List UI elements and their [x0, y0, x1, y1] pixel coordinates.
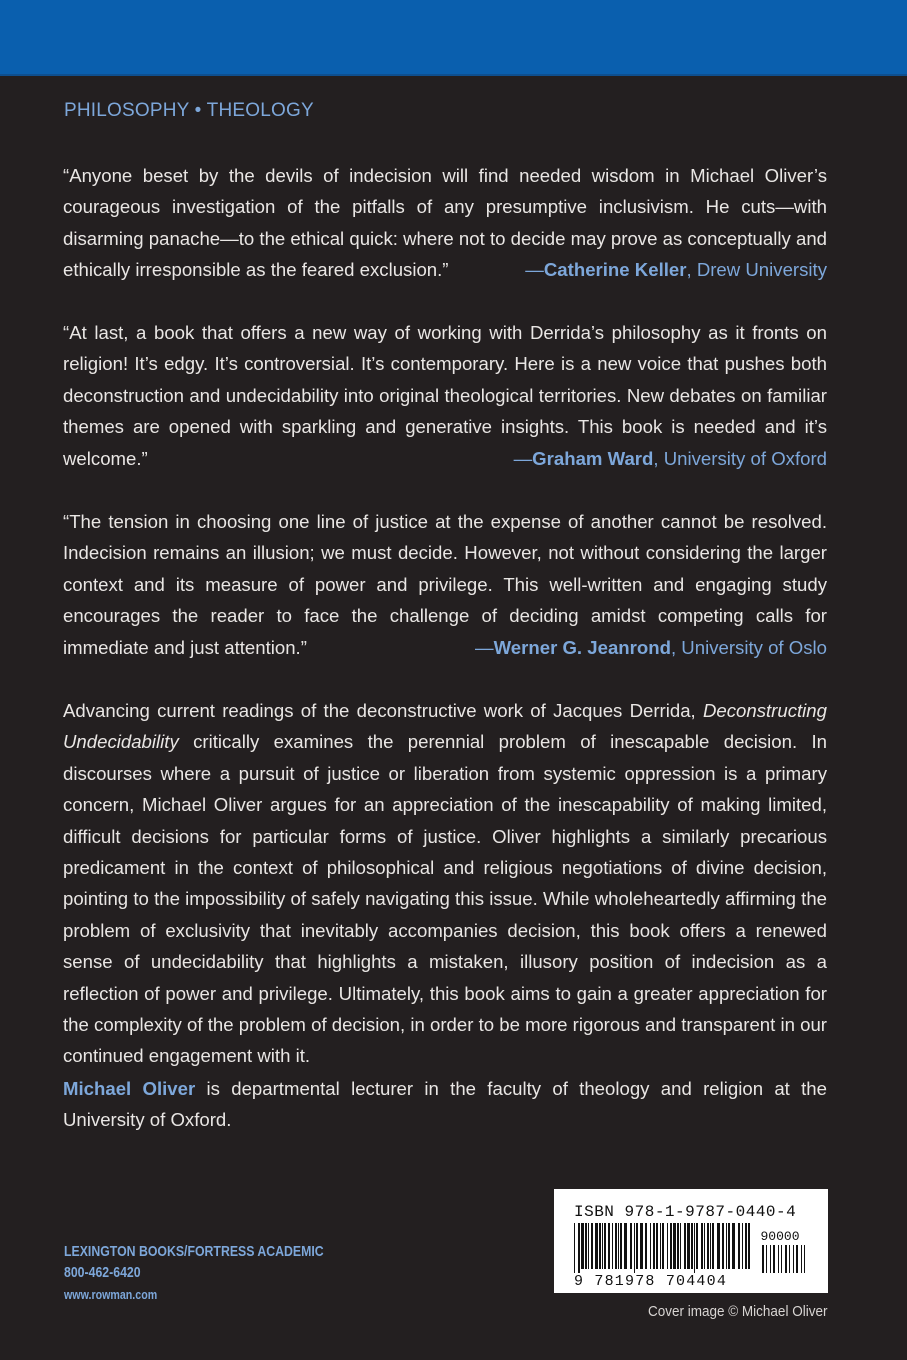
endorser-affiliation: , Drew University	[686, 259, 827, 281]
quote-attribution: —Catherine Keller, Drew University	[525, 259, 827, 281]
cover-image-credit: Cover image © Michael Oliver	[647, 1303, 827, 1320]
barcode-bar	[770, 1245, 771, 1273]
endorser-affiliation: , University of Oslo	[670, 636, 827, 658]
quote-text: “Anyone beset by the devils of indecision will find needed wisdom in Michael Oliver’s courageous investigation of the pitfalls of any presumptive inclusivism. He cuts—with disarming panache—to the ethical quick: where not to decide may prove as conceptually and ethically irresponsible as the feared exclusion.”	[63, 165, 827, 281]
barcode-bar	[801, 1245, 802, 1273]
barcode-bar	[732, 1223, 735, 1269]
barcode-bar	[612, 1223, 613, 1269]
publisher-block	[64, 1242, 324, 1306]
barcode-bar	[608, 1223, 610, 1269]
barcode-bar	[789, 1245, 790, 1273]
barcode-bar	[694, 1223, 695, 1273]
barcode-bar	[687, 1223, 690, 1269]
barcode-bar	[630, 1223, 632, 1269]
barcode-bar	[722, 1223, 724, 1269]
barcode-bar	[748, 1223, 750, 1269]
barcode-bar	[707, 1223, 709, 1269]
barcode-bar	[745, 1223, 747, 1269]
barcode-bar	[581, 1223, 584, 1269]
barcode-bar	[618, 1223, 619, 1269]
endorsement-quote	[63, 160, 827, 286]
barcode-bar	[602, 1223, 603, 1269]
barcode-graphic	[554, 1189, 828, 1293]
barcode-bar	[680, 1223, 681, 1269]
endorser-name: Werner G. Jeanrond	[493, 636, 671, 658]
barcode-bar	[578, 1223, 580, 1273]
barcode-bar	[704, 1223, 705, 1269]
barcode-bar	[620, 1223, 622, 1269]
barcode-bar	[595, 1223, 598, 1269]
endorsement-quote	[63, 317, 827, 474]
isbn-number: ISBN 978-1-9787-0440-4	[574, 1203, 797, 1221]
barcode-bar	[604, 1223, 606, 1269]
barcode-bar	[656, 1223, 658, 1269]
endorsement-quote	[63, 506, 827, 663]
quote-text: “At last, a book that offers a new way of working with Derrida’s philosophy as it fronts on religion! It’s edgy. It’s controversial. It’s contemporary. Here is a new voice that pushes both deconstruction and undecidability into original theological territories. New debates on familiar themes are opened with sparkling and generative insights. This book is needed and it’s welcome.”	[63, 322, 827, 469]
quote-text: “The tension in choosing one line of justice at the expense of another cannot be resolved. Indecision remains an illusion; we must decide. However, not without considering the larger context and its measure of power and privilege. This well-written and engaging study encourages the reader to face the challenge of deciding amidst competing calls for immediate and just attention.”	[63, 511, 827, 658]
publisher-name: LEXINGTON BOOKS/FORTRESS ACADEMIC	[64, 1243, 324, 1260]
barcode-bar	[717, 1223, 720, 1269]
barcode-bar	[585, 1223, 587, 1269]
barcode-bar	[634, 1223, 635, 1273]
barcode-bar	[615, 1223, 617, 1269]
quote-attribution: —Werner G. Jeanrond, University of Oslo	[474, 636, 827, 658]
barcode-bar	[624, 1223, 627, 1269]
barcode-bar	[591, 1223, 593, 1269]
barcode-bar	[650, 1223, 651, 1269]
book-description: Advancing current readings of the deconstructive work of Jacques Derrida, Deconstructing Undecidability critically examines the perennial problem of inescapable decision. In discourses where a pursuit of justice or liberation from systemic oppression is a primary concern, Michael Oliver argues for an appreciation of the inescapability of making limited, difficult decisions for particular forms of justice. Oliver highlights a similarly precarious predicament in the context of philosophical and religious negotiations of divine decision, pointing to the impossibility of safely navigating this issue. While wholeheartedly affirming the problem of exclusivity that inevitably accompanies decision, this book offers a renewed sense of undecidability that highlights a mistaken, illusory position of indecision as a reflection of power and privilege. Ultimately, this book aims to gain a greater appreciation for the complexity of the problem of decision, in order to be more rigorous and transparent in our continued engagement with it.	[63, 700, 827, 1067]
book-title: Deconstructing Undecidability	[63, 700, 827, 753]
barcode-digits: 9 781978 704404	[574, 1273, 728, 1290]
barcode-bar	[636, 1223, 638, 1269]
addon-digits: 90000	[760, 1229, 800, 1244]
author-name: Michael Oliver	[63, 1078, 196, 1099]
barcode-bar	[574, 1223, 575, 1273]
publisher-url: www.rowman.com	[64, 1287, 158, 1302]
barcode-bar	[696, 1223, 698, 1269]
barcode-bar	[762, 1245, 764, 1273]
author-bio: Michael Oliver is departmental lecturer in the faculty of theology and religion at the University of Oxford.	[63, 1078, 827, 1131]
barcode-bar	[804, 1245, 805, 1273]
barcode-bar	[738, 1223, 740, 1269]
barcode-bar	[796, 1245, 798, 1273]
barcode-bar	[599, 1223, 601, 1269]
quote-attribution: —Graham Ward, University of Oxford	[513, 447, 827, 469]
isbn-barcode	[554, 1189, 828, 1293]
barcode-bar	[712, 1223, 714, 1269]
barcode-bar	[653, 1223, 655, 1269]
barcode-bar	[588, 1223, 589, 1269]
barcode-bar	[645, 1223, 647, 1269]
barcode-bar	[785, 1245, 787, 1273]
barcode-bar	[640, 1223, 643, 1269]
barcode-bar	[673, 1223, 676, 1269]
endorser-name: Catherine Keller	[543, 259, 687, 281]
barcode-bar	[710, 1223, 711, 1269]
barcode-bar	[684, 1223, 686, 1269]
barcode-bar	[781, 1245, 782, 1273]
endorser-affiliation: , University of Oxford	[653, 447, 827, 469]
barcode-bar	[701, 1223, 703, 1269]
barcode-bar	[773, 1245, 775, 1273]
top-color-band	[0, 0, 907, 76]
barcode-bar	[778, 1245, 779, 1273]
barcode-bar	[728, 1223, 730, 1269]
category-label: PHILOSOPHY • THEOLOGY	[64, 100, 314, 121]
barcode-bar	[677, 1223, 679, 1269]
barcode-bar	[670, 1223, 672, 1269]
barcode-bars	[574, 1223, 750, 1273]
barcode-bar	[766, 1245, 767, 1273]
barcode-bar	[726, 1223, 727, 1269]
barcode-bar	[742, 1223, 743, 1269]
barcode-bar	[667, 1223, 668, 1269]
endorser-name: Graham Ward	[532, 447, 654, 469]
barcode-bar	[691, 1223, 693, 1269]
publisher-phone: 800-462-6420	[64, 1264, 141, 1281]
barcode-bar	[662, 1223, 664, 1269]
barcode-bar	[793, 1245, 794, 1273]
barcode-addon-bars	[762, 1245, 805, 1273]
barcode-bar	[660, 1223, 661, 1269]
